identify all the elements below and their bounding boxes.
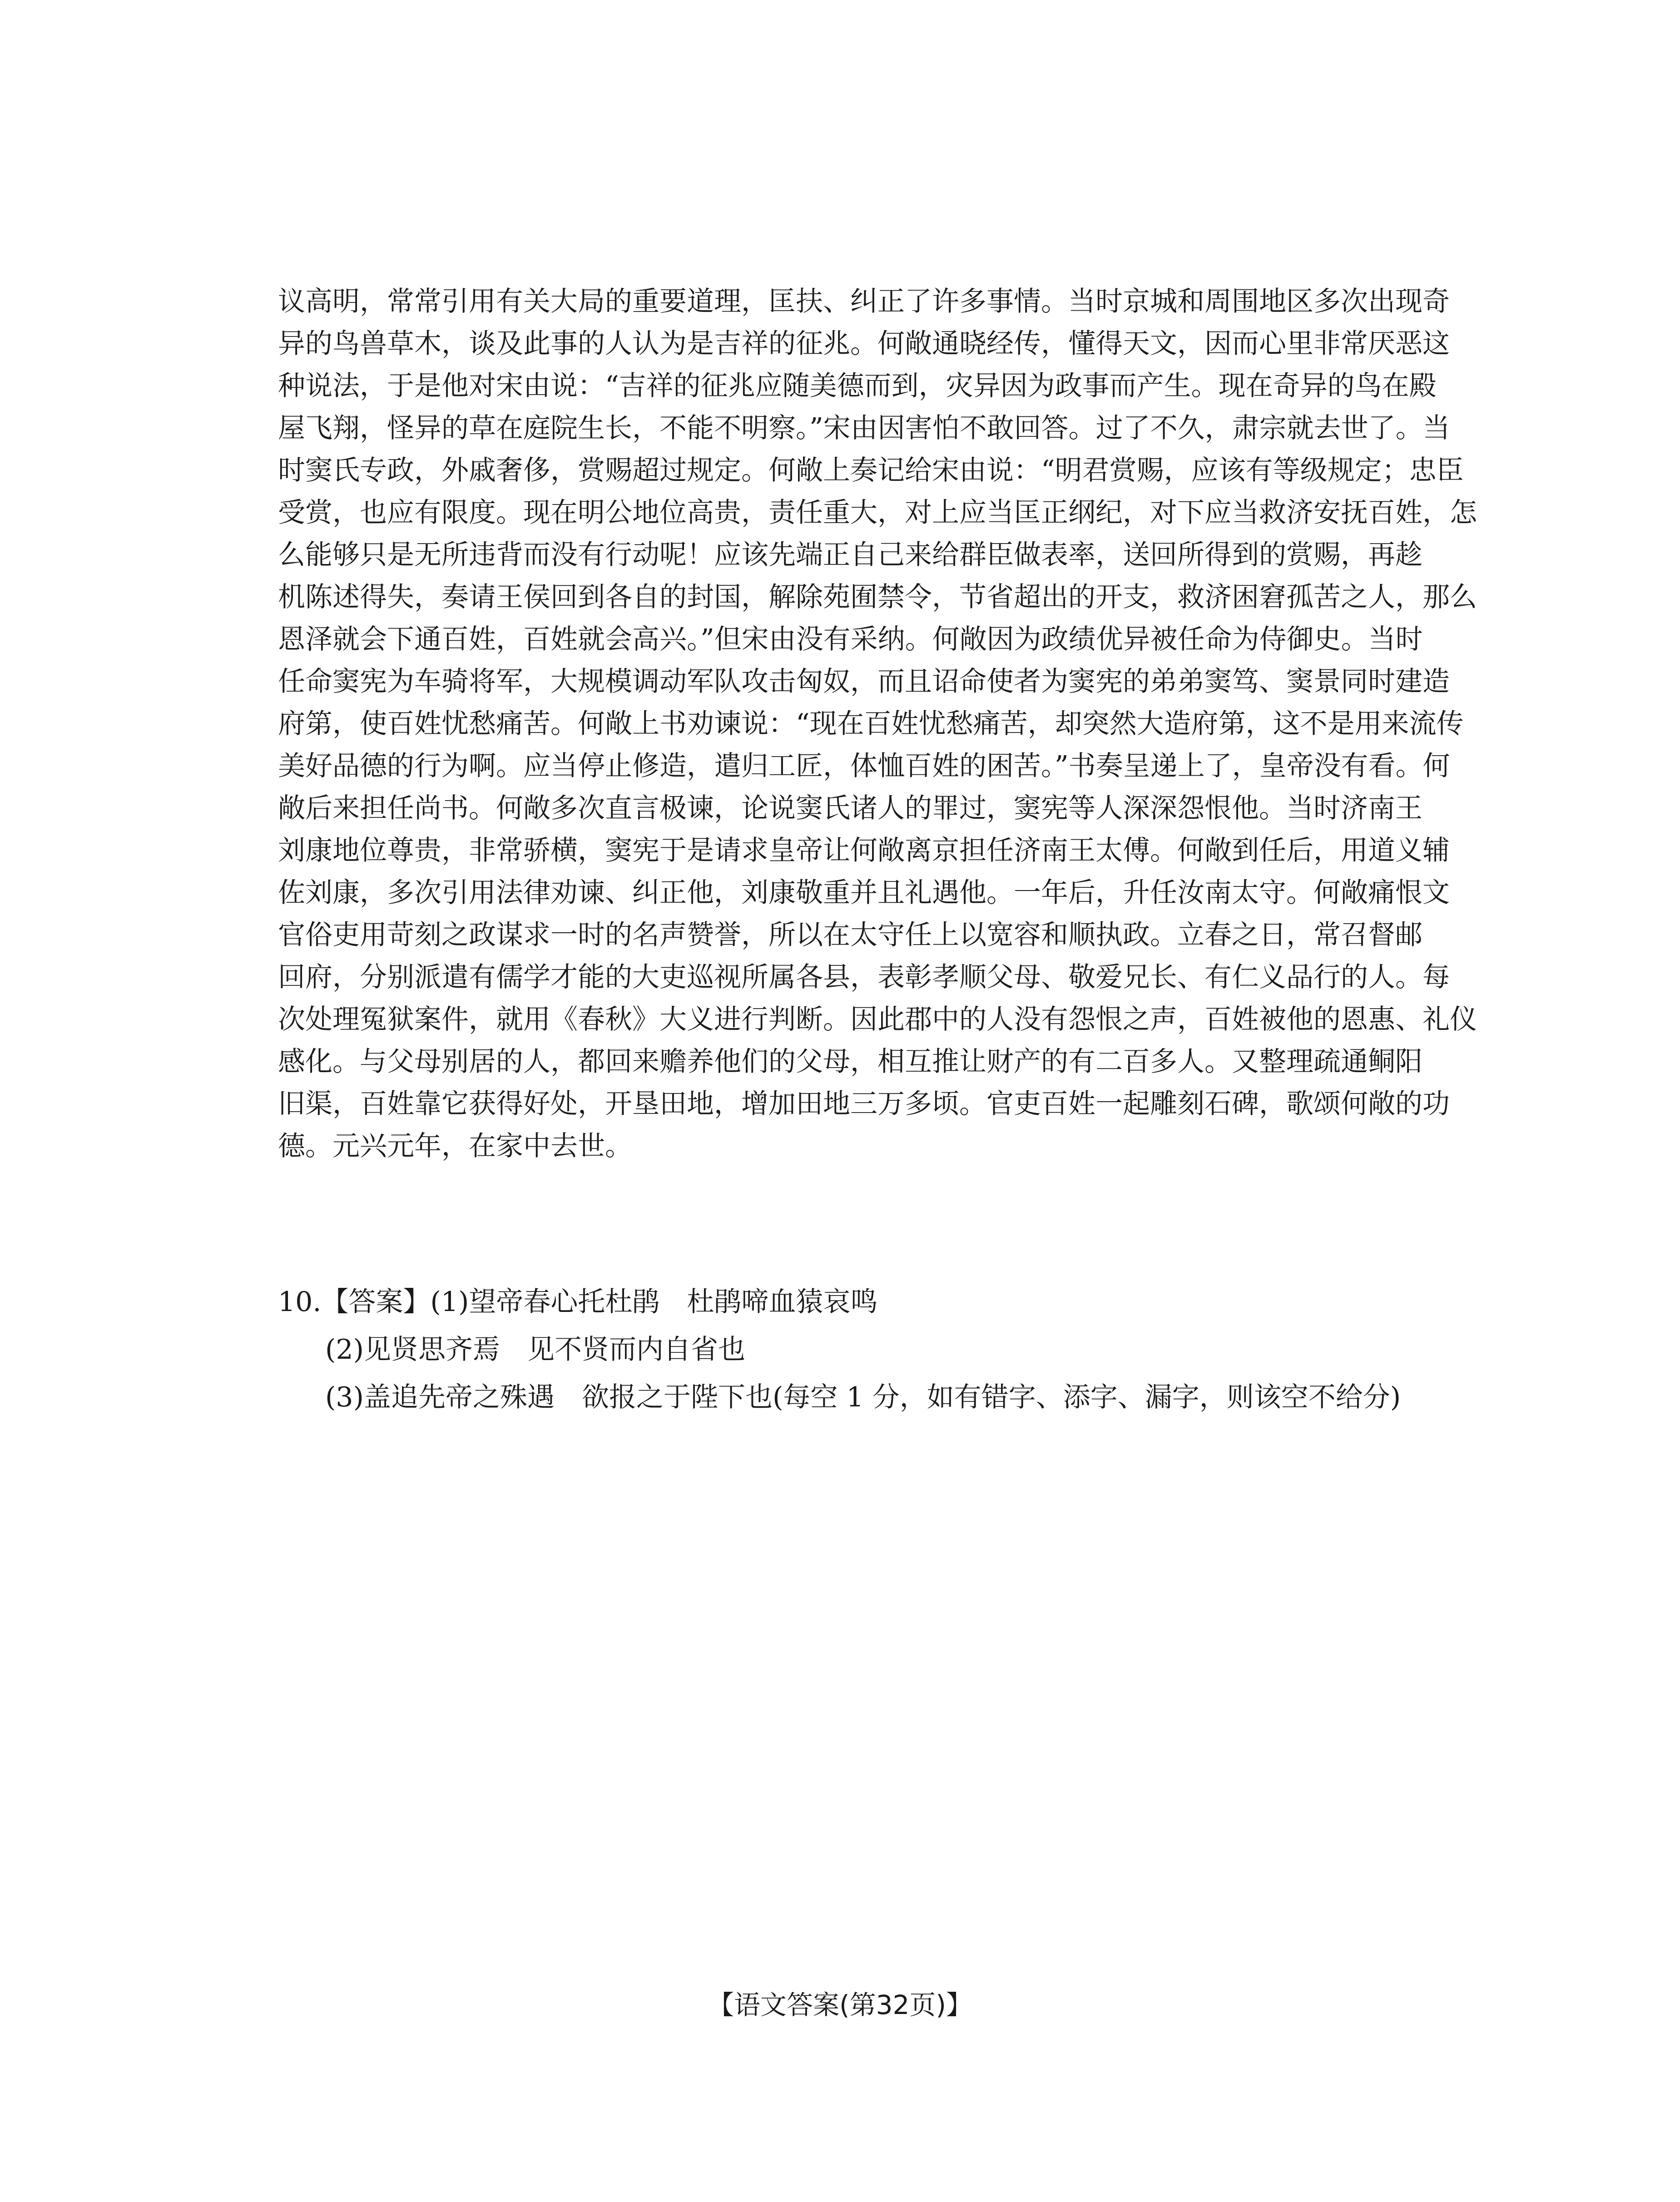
question-number: 10.: [278, 1286, 322, 1318]
translation-line: 恩泽就会下通百姓，百姓就会高兴。”但宋由没有采纳。何敞因为政绩优异被任命为侍御史。当时: [278, 623, 1423, 655]
translation-line: 刘康地位尊贵，非常骄横，窦宪于是请求皇帝让何敞离京担任济南王太傅。何敞到任后，用道义辅: [278, 835, 1450, 866]
translation-line: 机陈述得失，奏请王侯回到各自的封国，解除苑囿禁令，节省超出的开支，救济困窘孤苦之人，那么: [278, 581, 1477, 613]
part-label: (3): [325, 1381, 364, 1413]
translation-line: 回府，分别派遣有儒学才能的大吏巡视所属各县，表彰孝顺父母、敬爱兄长、有仁义品行的人。每: [278, 961, 1450, 993]
translation-paragraph: [278, 281, 1477, 1168]
part-text: 盖追先帝之殊遇 欲报之于陛下也(每空 1 分，如有错字、添字、漏字，则该空不给分): [364, 1381, 1401, 1413]
translation-line: 感化。与父母别居的人，都回来赡养他们的父母，相互推让财产的有二百多人。又整理疏通鲖阳: [278, 1046, 1422, 1078]
translation-line: 府第，使百姓忧愁痛苦。何敞上书劝谏说：“现在百姓忧愁痛苦，却突然大造府第，这不是用来流传: [278, 708, 1464, 740]
translation-line: 官俗吏用苛刻之政谋求一时的名声赞誉，所以在太守任上以宽容和顺执政。立春之日，常召督邮: [278, 919, 1422, 951]
page-footer: 【语文答案(第32页)】: [707, 1989, 973, 2020]
part-text: 望帝春心托杜鹃 杜鹃啼血猿哀鸣: [469, 1286, 878, 1318]
translation-line: 德。元兴元年，在家中去世。: [278, 1130, 632, 1162]
answer-tag: 【答案】: [321, 1286, 431, 1318]
answer-part-2: [278, 1326, 1404, 1374]
translation-line: 受赏，也应有限度。现在明公地位高贵，责任重大，对上应当匡正纲纪，对下应当救济安抚百姓，怎: [278, 497, 1477, 529]
translation-line: 次处理冤狱案件，就用《春秋》大义进行判断。因此郡中的人没有怨恨之声，百姓被他的恩惠、礼仪: [278, 1004, 1477, 1035]
part-label: (2): [325, 1334, 364, 1366]
answer-part-3: [278, 1374, 1404, 1421]
translation-line: 任命窦宪为车骑将军，大规模调动军队攻击匈奴，而且诏命使者为窦宪的弟弟窦笃、窦景同时建造: [278, 666, 1450, 698]
part-text: 见贤思齐焉 见不贤而内自省也: [364, 1334, 745, 1366]
translation-line: 种说法，于是他对宋由说：“吉祥的征兆应随美德而到，灾异因为政事而产生。现在奇异的鸟在殿: [278, 370, 1437, 402]
translation-line: 异的鸟兽草木，谈及此事的人认为是吉祥的征兆。何敞通晓经传，懂得天文，因而心里非常厌恶这: [278, 328, 1450, 360]
translation-line: 议高明，常常引用有关大局的重要道理，匡扶、纠正了许多事情。当时京城和周围地区多次出现奇: [278, 286, 1450, 317]
translation-line: 敞后来担任尚书。何敞多次直言极谏，论说窦氏诸人的罪过，窦宪等人深深怨恨他。当时济南王: [278, 792, 1422, 824]
translation-line: 旧渠，百姓靠它获得好处，开垦田地，增加田地三万多顷。官吏百姓一起雕刻石碑，歌颂何敞的功: [278, 1088, 1450, 1120]
part-label: (1): [430, 1286, 469, 1318]
translation-line: 时窦氏专政，外戚奢侈，赏赐超过规定。何敞上奏记给宋由说：“明君赏赐，应该有等级规定；忠臣: [278, 455, 1464, 486]
translation-line: 屋飞翔，怪异的草在庭院生长，不能不明察。”宋由因害怕不敢回答。过了不久，肃宗就去世了。当: [278, 412, 1450, 444]
translation-line: 佐刘康，多次引用法律劝谏、纠正他，刘康敬重并且礼遇他。一年后，升任汝南太守。何敞痛恨文: [278, 877, 1450, 909]
translation-line: 美好品德的行为啊。应当停止修造，遣归工匠，体恤百姓的困苦。”书奏呈递上了，皇帝没有看。何: [278, 750, 1450, 782]
translation-line: 么能够只是无所违背而没有行动呢！应该先端正自己来给群臣做表率，送回所得到的赏赐，再趁: [278, 539, 1422, 571]
question-10-answer: [278, 1278, 1404, 1421]
answer-part-1: [278, 1278, 1404, 1326]
